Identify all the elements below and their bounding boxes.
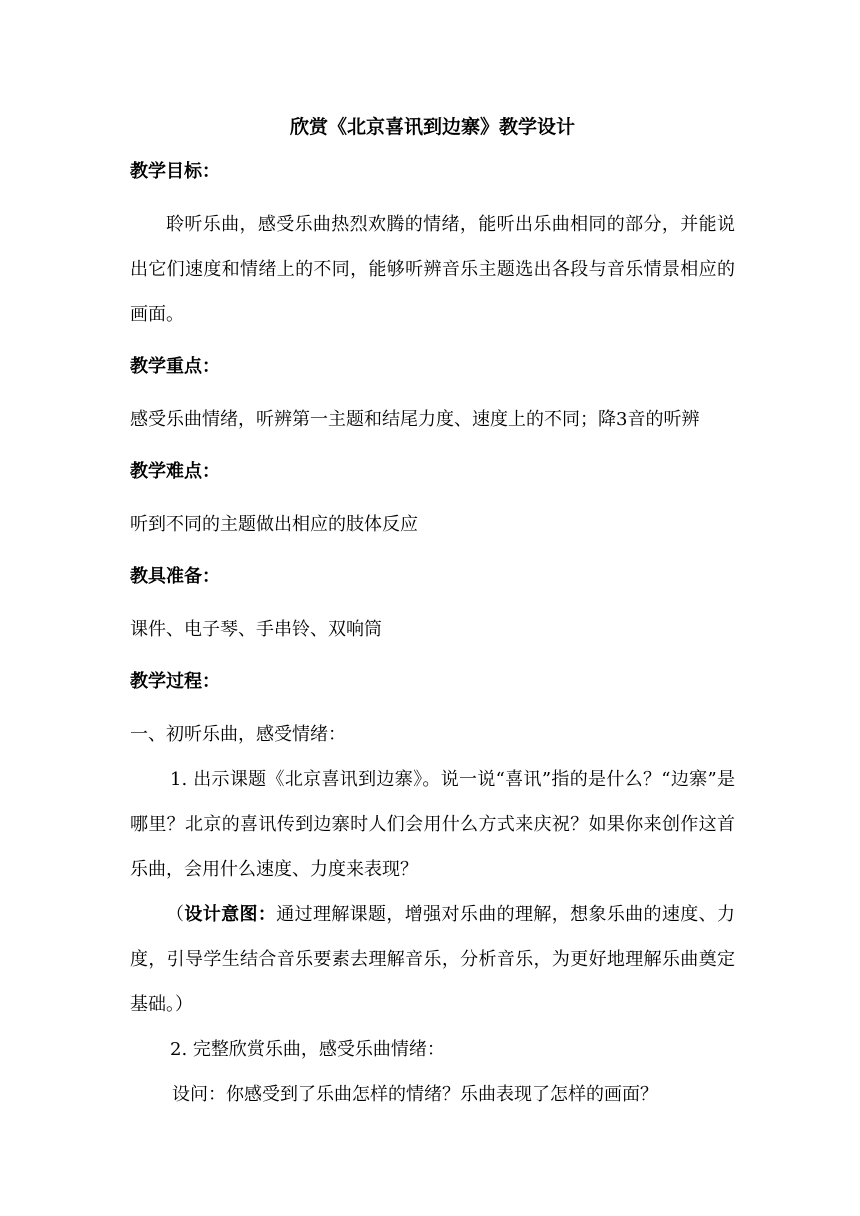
key-points-heading: 教学重点： — [130, 356, 220, 377]
process-heading: 教学过程： — [130, 671, 220, 692]
difficulties-heading: 教学难点： — [130, 461, 220, 482]
process-item-2: 2. 完整欣赏乐曲，感受乐曲情绪： — [170, 1039, 445, 1060]
design-intent-text: 通过理解课题，增强对乐曲的理解，想象乐曲的速度、力度，引导学生结合音乐要素去理解音乐，分析音乐，为更好地理解乐曲奠定基础。） — [130, 904, 736, 1015]
design-intent-open-paren: （ — [166, 904, 185, 925]
materials-text: 课件、电子琴、手串铃、双响筒 — [130, 619, 382, 640]
process-step1-title: 一、初听乐曲，感受情绪： — [130, 724, 346, 745]
key-points-text: 感受乐曲情绪，听辨第一主题和结尾力度、速度上的不同；降3音的听辨 — [130, 409, 700, 430]
process-item-1: 1. 出示课题《北京喜讯到边寨》。说一说“喜讯”指的是什么？“边寨”是哪里？北京的喜讯传到边寨时人们会用什么方式来庆祝？如果你来创作这首乐曲，会用什么速度、力度来表现？ — [130, 769, 735, 880]
document-body — [130, 112, 735, 1117]
process-question: 设问：你感受到了乐曲怎样的情绪？乐曲表现了怎样的画面？ — [172, 1084, 658, 1105]
objectives-heading: 教学目标： — [130, 161, 220, 182]
objectives-text: 聆听乐曲，感受乐曲热烈欢腾的情绪，能听出乐曲相同的部分，并能说出它们速度和情绪上的不同，能够听辨音乐主题选出各段与音乐情景相应的画面。 — [130, 214, 735, 325]
difficulties-text: 听到不同的主题做出相应的肢体反应 — [130, 514, 418, 535]
materials-heading: 教具准备： — [130, 566, 220, 587]
document-title: 欣赏《北京喜讯到边寨》教学设计 — [289, 116, 575, 138]
design-intent-paragraph — [130, 892, 735, 1027]
design-intent-label: 设计意图： — [184, 904, 277, 925]
